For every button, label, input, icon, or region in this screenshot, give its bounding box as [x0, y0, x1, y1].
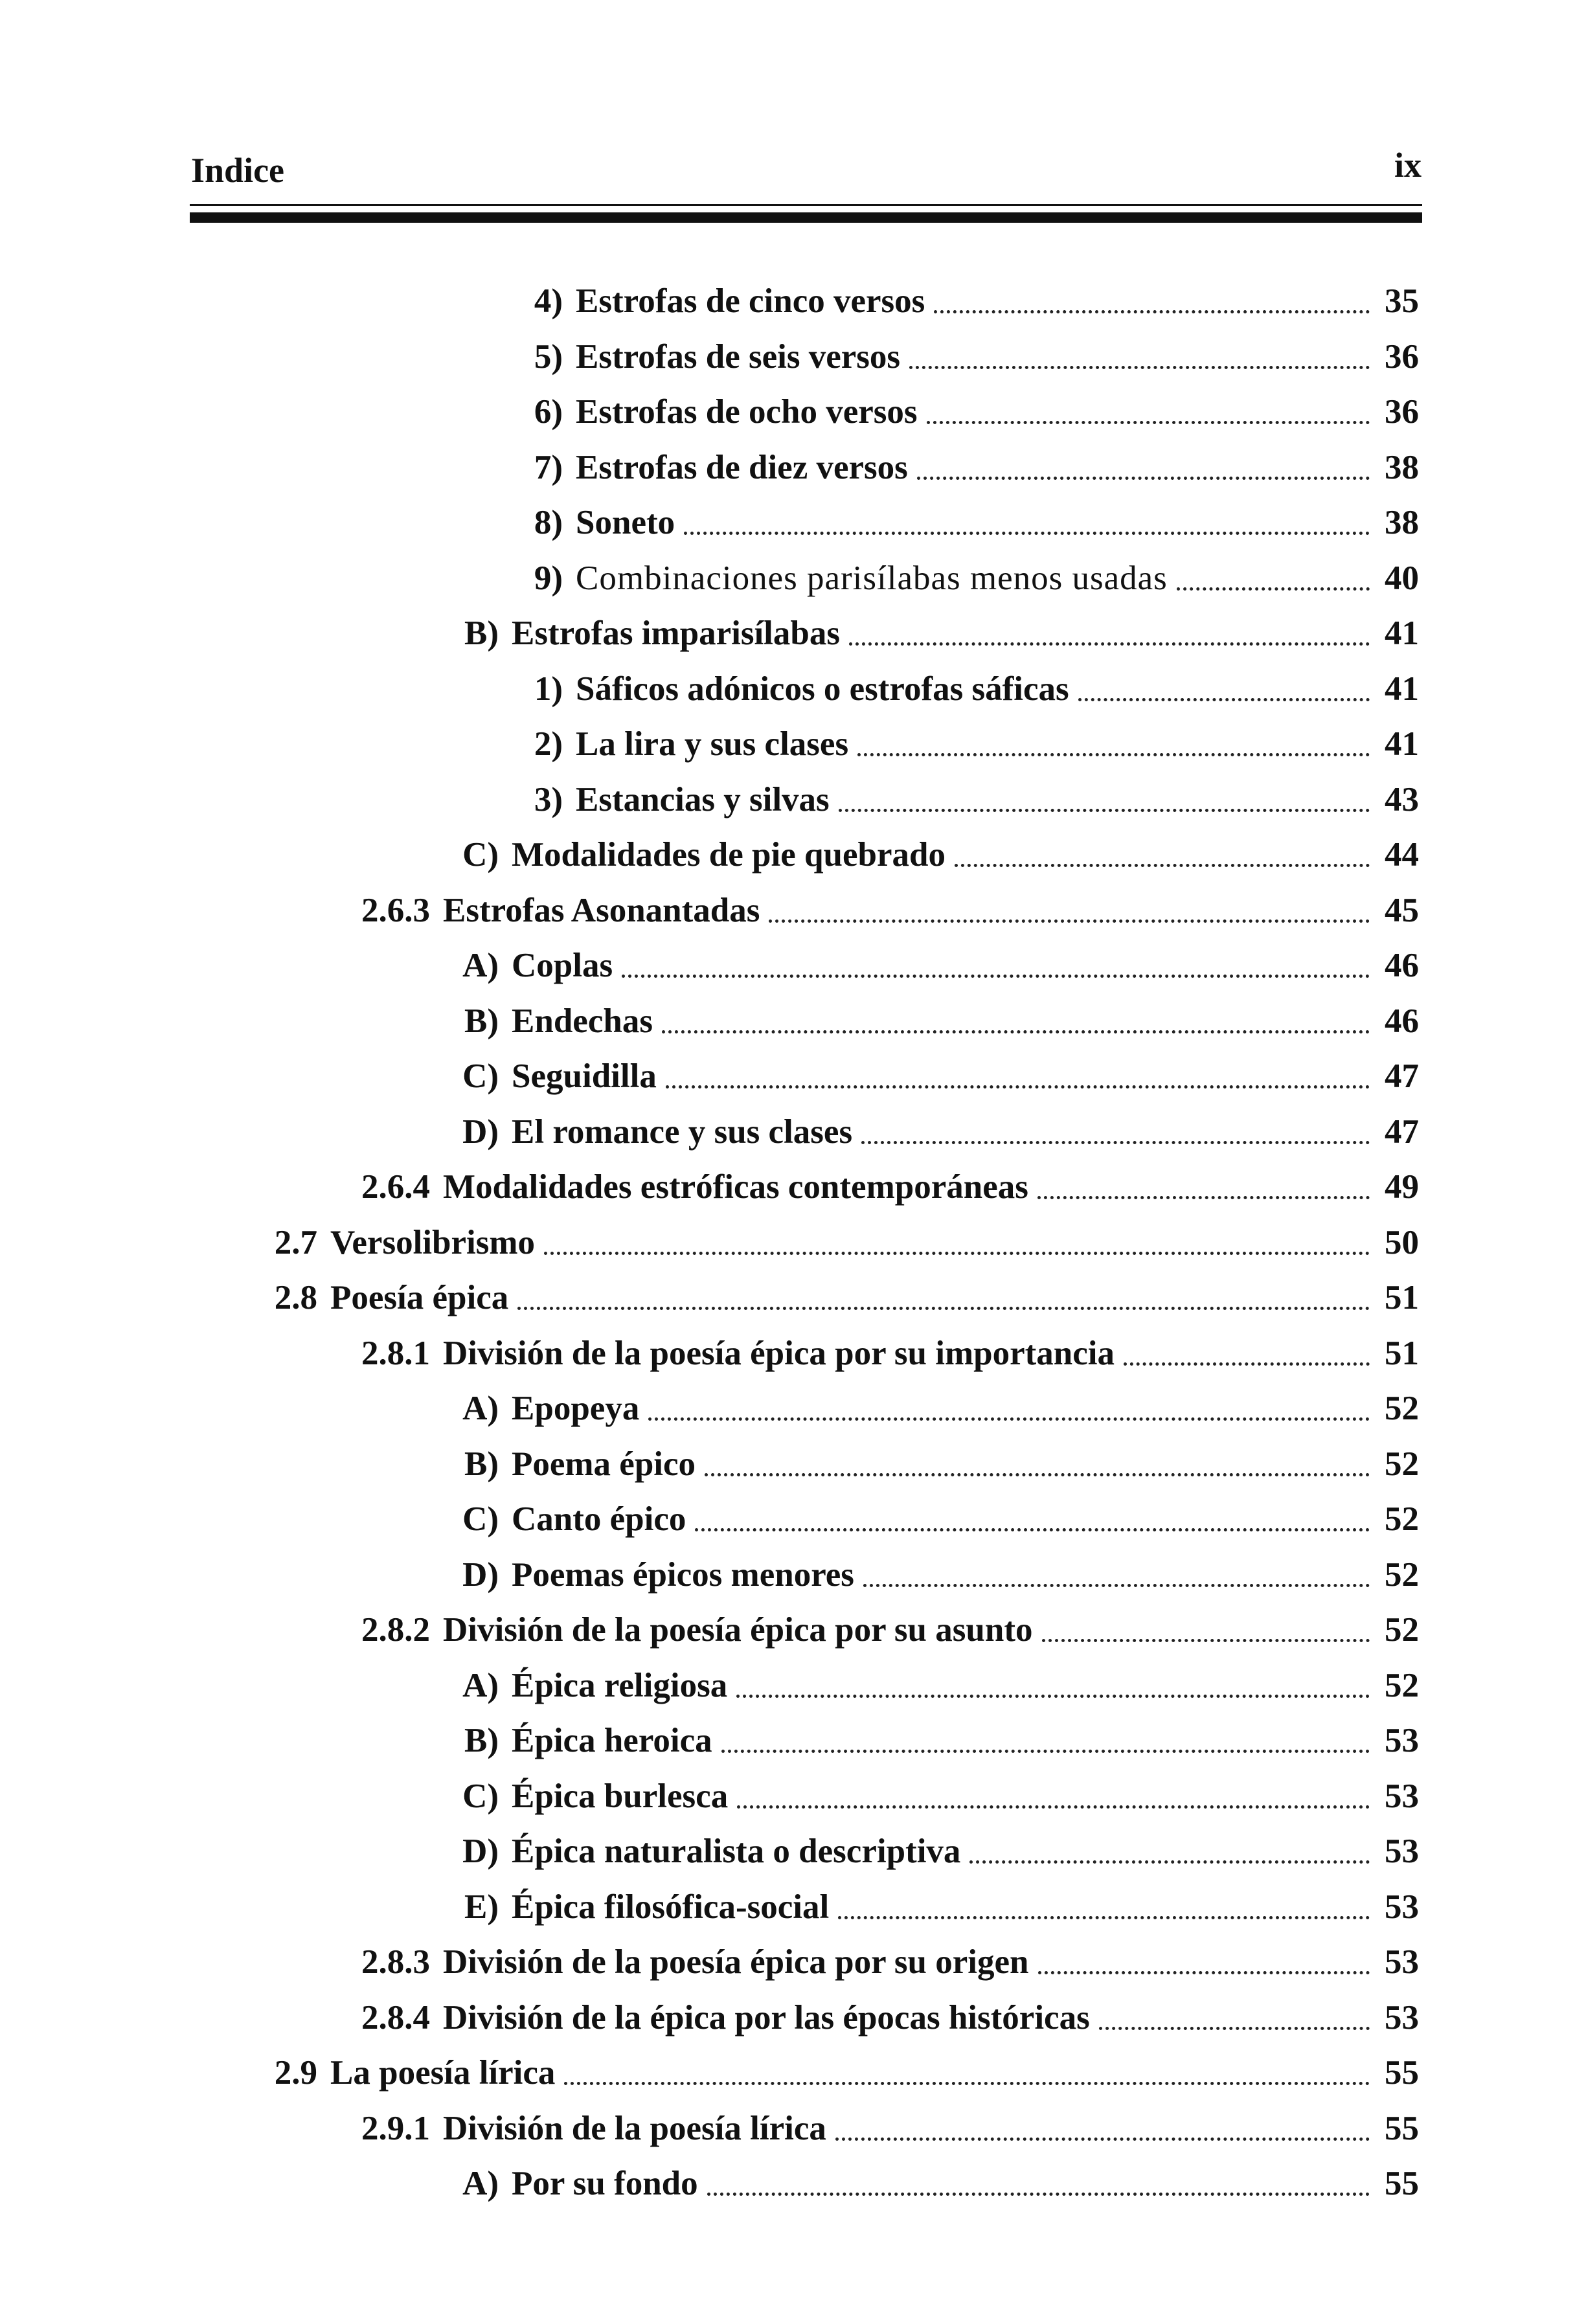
toc-entry-page: 50: [1385, 1223, 1419, 1261]
toc-entry-number: C): [462, 1777, 499, 1815]
toc-entry: [0, 500, 1586, 556]
toc-entry-page: 53: [1385, 1943, 1419, 1981]
toc-entry-row: [355, 2106, 1419, 2151]
toc-entry: [0, 445, 1586, 501]
dot-leader: [1078, 698, 1370, 701]
toc-entry-page: 44: [1385, 836, 1419, 874]
toc-entry-page: 55: [1385, 2054, 1419, 2092]
toc-entry: [0, 1607, 1586, 1663]
toc-entry-title: Estrofas de ocho versos: [576, 393, 918, 431]
toc-entry: [0, 1774, 1586, 1829]
dot-leader: [835, 2138, 1370, 2141]
toc-entry-title: Seguidilla: [512, 1057, 657, 1095]
toc-entry-row: [508, 389, 1419, 434]
dot-leader: [564, 2082, 1370, 2085]
toc-entry-row: [508, 278, 1419, 324]
toc-entry-row: [355, 1995, 1419, 2040]
toc-entry-page: 55: [1385, 2165, 1419, 2202]
dot-leader: [1099, 2027, 1370, 2030]
dot-leader: [705, 1473, 1370, 1476]
dot-leader: [721, 1750, 1370, 1753]
toc-entry-row: [447, 1663, 1419, 1708]
toc-entry-title: Versolibrismo: [330, 1223, 536, 1261]
dot-leader: [839, 809, 1370, 812]
toc-entry-row: [508, 500, 1419, 545]
toc-entry-row: [355, 888, 1419, 933]
toc-entry-page: 52: [1385, 1445, 1419, 1483]
toc-entry: [0, 1552, 1586, 1608]
toc-entry-page: 53: [1385, 1722, 1419, 1759]
dot-leader: [769, 919, 1370, 923]
dot-leader: [863, 1584, 1370, 1587]
toc-entry-row: [508, 445, 1419, 490]
toc-entry: [0, 1663, 1586, 1719]
toc-entry-row: [447, 1774, 1419, 1819]
toc-entry-title: División de la poesía épica por su asunto: [443, 1611, 1033, 1649]
toc-entry-page: 51: [1385, 1334, 1419, 1372]
toc-entry-title: Épica naturalista o descriptiva: [512, 1833, 961, 1870]
dot-leader: [861, 1141, 1370, 1144]
toc-entry-title: Por su fondo: [512, 2165, 698, 2202]
toc-entry-number: 4): [534, 282, 563, 320]
toc-entry-row: [447, 943, 1419, 988]
toc-entry-number: 2.8: [274, 1279, 317, 1316]
toc-entry-number: 2.8.2: [361, 1611, 430, 1649]
toc-entry-title: Estancias y silvas: [576, 780, 830, 818]
toc-entry-row: [447, 832, 1419, 877]
toc-entry-title: La poesía lírica: [330, 2054, 556, 2092]
dot-leader: [695, 1528, 1370, 1531]
toc-entry-page: 41: [1385, 670, 1419, 708]
toc-entry-row: [259, 1275, 1419, 1320]
toc-entry-page: 36: [1385, 337, 1419, 376]
dot-leader: [838, 1916, 1370, 1919]
toc-entry-title: Soneto: [576, 504, 675, 541]
toc-entry-number: 2.9.1: [361, 2109, 430, 2147]
toc-entry-title: Épica heroica: [512, 1722, 712, 1759]
toc-entry-title: División de la épica por las épocas históricas: [443, 1998, 1090, 2036]
dot-leader: [849, 642, 1370, 646]
dot-leader: [934, 310, 1370, 313]
toc-entry-page: 38: [1385, 448, 1419, 486]
toc-entry-row: [355, 1164, 1419, 1210]
toc-entry-page: 46: [1385, 1002, 1419, 1040]
toc-entry-page: 46: [1385, 947, 1419, 984]
toc-entry-number: 2): [534, 725, 563, 763]
toc-entry-page: 52: [1385, 1500, 1419, 1538]
toc-entry-title: Poesía épica: [330, 1279, 509, 1316]
running-title: Indice: [191, 151, 285, 190]
dot-leader: [1124, 1362, 1370, 1366]
toc-entry-title: Estrofas de cinco versos: [576, 282, 925, 320]
dot-leader: [737, 1805, 1370, 1809]
toc-entry-number: E): [464, 1888, 499, 1926]
toc-entry: [0, 888, 1586, 943]
toc-entry-number: A): [462, 2165, 499, 2202]
page-number: ix: [1394, 146, 1422, 185]
toc-entry-row: [447, 1718, 1419, 1763]
toc-entry-row: [508, 666, 1419, 712]
toc-entry-row: [508, 334, 1419, 379]
dot-leader: [662, 1030, 1370, 1033]
dot-leader: [666, 1085, 1370, 1089]
toc-entry-number: 2.6.3: [361, 891, 430, 929]
toc-entry-title: Poemas épicos menores: [512, 1555, 854, 1594]
toc-entry-page: 52: [1385, 1666, 1419, 1704]
toc-entry-title: Combinaciones parisílabas menos usadas: [576, 559, 1168, 597]
toc-entry-number: A): [462, 1390, 499, 1427]
toc-entry: [0, 1275, 1586, 1331]
toc-entry-page: 36: [1385, 393, 1419, 431]
toc-entry: [0, 1220, 1586, 1276]
dot-leader: [736, 1695, 1370, 1698]
toc-entry-number: D): [462, 1555, 499, 1594]
toc-entry-title: Sáficos adónicos o estrofas sáficas: [576, 670, 1069, 708]
dot-leader: [648, 1417, 1370, 1421]
toc-entry-row: [447, 1884, 1419, 1930]
dot-leader: [955, 864, 1370, 867]
dot-leader: [622, 975, 1370, 978]
toc-entry-title: División de la poesía lírica: [443, 2109, 826, 2147]
toc-entry-page: 51: [1385, 1279, 1419, 1316]
toc-entry-page: 41: [1385, 615, 1419, 652]
toc-entry-row: [447, 1552, 1419, 1597]
toc-entry-number: 5): [534, 337, 563, 376]
toc-entry-number: D): [462, 1833, 499, 1870]
dot-leader: [909, 366, 1370, 369]
toc-entry-page: 52: [1385, 1390, 1419, 1427]
toc-entry: [0, 1718, 1586, 1774]
toc-entry-number: 3): [534, 780, 563, 818]
toc-entry-title: Coplas: [512, 947, 613, 984]
toc-entry-title: La lira y sus clases: [576, 725, 849, 763]
toc-entry-row: [508, 777, 1419, 822]
toc-entry-number: C): [462, 1500, 499, 1538]
toc-entry-page: 53: [1385, 1777, 1419, 1815]
toc-entry: [0, 278, 1586, 334]
toc-entry-page: 41: [1385, 725, 1419, 763]
toc-entry-number: C): [462, 1057, 499, 1095]
dot-leader: [544, 1252, 1370, 1255]
toc-entry-page: 40: [1385, 559, 1419, 597]
toc-entry-title: Canto épico: [512, 1500, 686, 1538]
toc-entry-row: [447, 2161, 1419, 2206]
toc-entry-title: Épica religiosa: [512, 1666, 728, 1704]
toc-entry: [0, 1496, 1586, 1552]
toc-entry-page: 53: [1385, 1998, 1419, 2036]
toc-entry: [0, 334, 1586, 390]
dot-leader: [707, 2193, 1370, 2196]
toc-entry-title: Estrofas Asonantadas: [443, 891, 760, 929]
toc-entry-title: Modalidades estróficas contemporáneas: [443, 1168, 1028, 1206]
toc-entry-row: [508, 556, 1419, 601]
toc-entry: [0, 943, 1586, 998]
toc-entry-page: 53: [1385, 1833, 1419, 1870]
toc-entry-number: 2.8.1: [361, 1334, 430, 1372]
toc-entry-title: Modalidades de pie quebrado: [512, 836, 946, 874]
toc-entry: [0, 666, 1586, 722]
toc-entry-number: 2.8.3: [361, 1943, 430, 1981]
toc-entry: [0, 1109, 1586, 1165]
toc-entry-page: 53: [1385, 1888, 1419, 1926]
toc-entry-row: [259, 2050, 1419, 2095]
toc-entry: [0, 2050, 1586, 2106]
toc-entry: [0, 389, 1586, 445]
toc-entry: [0, 998, 1586, 1054]
dot-leader: [1037, 1196, 1370, 1199]
table-of-contents: [0, 278, 1586, 2217]
toc-entry-number: A): [462, 947, 499, 984]
dot-leader: [927, 421, 1370, 424]
toc-entry: [0, 1441, 1586, 1497]
toc-entry-row: [508, 721, 1419, 767]
dot-leader: [1042, 1639, 1370, 1642]
toc-entry: [0, 1884, 1586, 1940]
toc-entry-number: B): [464, 615, 499, 652]
toc-entry: [0, 777, 1586, 833]
toc-entry-number: 7): [534, 448, 563, 486]
toc-entry-number: C): [462, 836, 499, 874]
toc-entry: [0, 1054, 1586, 1109]
toc-entry: [0, 611, 1586, 666]
toc-entry-row: [355, 1939, 1419, 1985]
toc-entry-number: D): [462, 1112, 499, 1151]
toc-entry-number: A): [462, 1666, 499, 1704]
dot-leader: [1038, 1971, 1370, 1974]
dot-leader: [684, 532, 1370, 535]
dot-leader: [857, 753, 1370, 756]
toc-entry-number: 2.7: [274, 1223, 317, 1261]
toc-entry-page: 43: [1385, 780, 1419, 818]
dot-leader: [969, 1860, 1370, 1864]
toc-entry-row: [355, 1607, 1419, 1653]
toc-entry-number: 9): [534, 559, 563, 597]
header-rule-thick: [190, 212, 1422, 223]
toc-entry-number: 2.6.4: [361, 1168, 430, 1206]
toc-entry-row: [447, 1496, 1419, 1542]
header-rule-thin: [190, 204, 1422, 206]
toc-entry-page: 47: [1385, 1112, 1419, 1151]
toc-entry-title: Estrofas imparisílabas: [512, 615, 840, 652]
dot-leader: [517, 1307, 1370, 1310]
toc-entry-title: División de la poesía épica por su importancia: [443, 1334, 1115, 1372]
toc-entry: [0, 1164, 1586, 1220]
toc-entry-page: 52: [1385, 1611, 1419, 1649]
toc-entry-title: División de la poesía épica por su origen: [443, 1943, 1029, 1981]
toc-entry-number: 1): [534, 670, 563, 708]
dot-leader: [917, 477, 1370, 480]
toc-entry-number: B): [464, 1722, 499, 1759]
toc-entry-title: El romance y sus clases: [512, 1112, 853, 1151]
toc-entry-number: 2.9: [274, 2054, 317, 2092]
toc-entry-row: [259, 1220, 1419, 1265]
toc-entry-row: [447, 1109, 1419, 1155]
toc-entry-title: Épica burlesca: [512, 1777, 729, 1815]
toc-entry-number: 2.8.4: [361, 1998, 430, 2036]
toc-entry-row: [447, 1829, 1419, 1874]
toc-entry-row: [447, 998, 1419, 1044]
toc-entry: [0, 556, 1586, 611]
toc-entry-page: 49: [1385, 1168, 1419, 1206]
toc-entry-row: [447, 1386, 1419, 1431]
toc-entry: [0, 2106, 1586, 2161]
toc-entry: [0, 1331, 1586, 1386]
running-head: [191, 148, 1422, 193]
toc-entry-page: 35: [1385, 282, 1419, 320]
toc-entry-number: 6): [534, 393, 563, 431]
dot-leader: [1177, 587, 1370, 591]
toc-entry: [0, 721, 1586, 777]
toc-entry-page: 45: [1385, 891, 1419, 929]
toc-entry-page: 52: [1385, 1555, 1419, 1594]
toc-entry-number: 8): [534, 504, 563, 541]
toc-entry-number: B): [464, 1445, 499, 1483]
toc-entry-page: 38: [1385, 504, 1419, 541]
toc-entry: [0, 1829, 1586, 1884]
toc-entry-page: 55: [1385, 2109, 1419, 2147]
toc-entry-title: Estrofas de diez versos: [576, 448, 908, 486]
toc-entry-row: [447, 1441, 1419, 1487]
toc-entry-title: Epopeya: [512, 1390, 640, 1427]
toc-entry-row: [355, 1331, 1419, 1376]
toc-entry-title: Poema épico: [512, 1445, 696, 1483]
toc-entry-page: 47: [1385, 1057, 1419, 1095]
toc-entry: [0, 1995, 1586, 2051]
toc-entry-row: [447, 1054, 1419, 1099]
toc-entry-title: Endechas: [512, 1002, 653, 1040]
toc-entry-title: Épica filosófica-social: [512, 1888, 830, 1926]
toc-entry-title: Estrofas de seis versos: [576, 337, 901, 376]
toc-entry-number: B): [464, 1002, 499, 1040]
toc-entry: [0, 1386, 1586, 1441]
toc-entry-row: [447, 611, 1419, 656]
toc-entry: [0, 2161, 1586, 2217]
toc-entry: [0, 832, 1586, 888]
toc-entry: [0, 1939, 1586, 1995]
